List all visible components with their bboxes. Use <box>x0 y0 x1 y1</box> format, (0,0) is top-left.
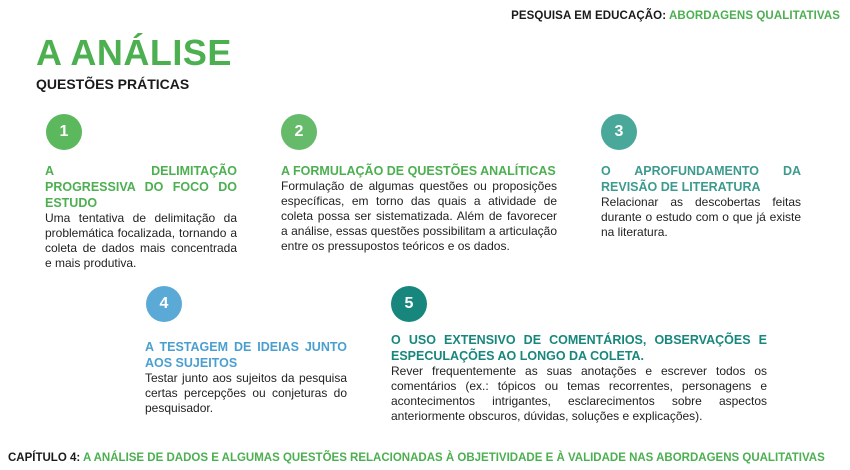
header-prefix: PESQUISA EM EDUCAÇÃO: <box>511 10 667 22</box>
step-heading-3: O APROFUNDAMENTO DA REVISÃO DE LITERATURA <box>601 164 801 194</box>
step-item-4 <box>145 339 347 416</box>
step-number-2: 2 <box>281 114 317 150</box>
step-item-5 <box>391 332 767 424</box>
page-subtitle: QUESTÕES PRÁTICAS <box>36 76 190 92</box>
step-body-3: Relacionar as descobertas feitas durante o estudo com o que já existe na literatura. <box>601 195 801 239</box>
step-number-4: 4 <box>146 286 182 322</box>
step-number-3: 3 <box>601 114 637 150</box>
footer-prefix: CAPÍTULO 4: <box>8 452 81 464</box>
step-item-1 <box>45 163 237 271</box>
step-body-2: Formulação de algumas questões ou proposições específicas, em torno das quais a atividade de coleta possa ser sistematizada. Além de favorecer a análise, essas questões possibilitam a articulação entre os pressupostos teóricos e os dados. <box>281 179 557 253</box>
step-body-4: Testar junto aos sujeitos da pesquisa certas percepções ou conjeturas do pesquisador. <box>145 371 347 415</box>
step-item-2 <box>281 163 557 254</box>
header-highlight: ABORDAGENS QUALITATIVAS <box>669 10 840 22</box>
footer-highlight: A ANÁLISE DE DADOS E ALGUMAS QUESTÕES RELACIONADAS À OBJETIVIDADE E À VALIDADE NAS ABORDAGENS QUALITATIVAS <box>82 452 825 464</box>
book-header <box>511 10 840 22</box>
step-heading-5: O USO EXTENSIVO DE COMENTÁRIOS, OBSERVAÇÕES E ESPECULAÇÕES AO LONGO DA COLETA. <box>391 333 767 363</box>
step-heading-1: A DELIMITAÇÃO PROGRESSIVA DO FOCO DO ESTUDO <box>45 164 237 210</box>
step-item-3 <box>601 163 801 240</box>
step-body-5: Rever frequentemente as suas anotações e escrever todos os comentários (ex.: tópicos ou temas recorrentes, personagens e acontecimentos intrigantes, esclarecimentos sobre aspectos anteriormente obscuros, dúvidas, soluções e explicações). <box>391 364 767 423</box>
step-heading-2: A FORMULAÇÃO DE QUESTÕES ANALÍTICAS <box>281 164 556 178</box>
chapter-footer <box>8 452 825 464</box>
step-heading-4: A TESTAGEM DE IDEIAS JUNTO AOS SUJEITOS <box>145 340 347 370</box>
step-body-1: Uma tentativa de delimitação da problemática focalizada, tornando a coleta de dados mais concentrada e mais produtiva. <box>45 211 237 270</box>
step-number-1: 1 <box>46 114 82 150</box>
page-title: A ANÁLISE <box>36 32 232 73</box>
step-number-5: 5 <box>391 286 427 322</box>
